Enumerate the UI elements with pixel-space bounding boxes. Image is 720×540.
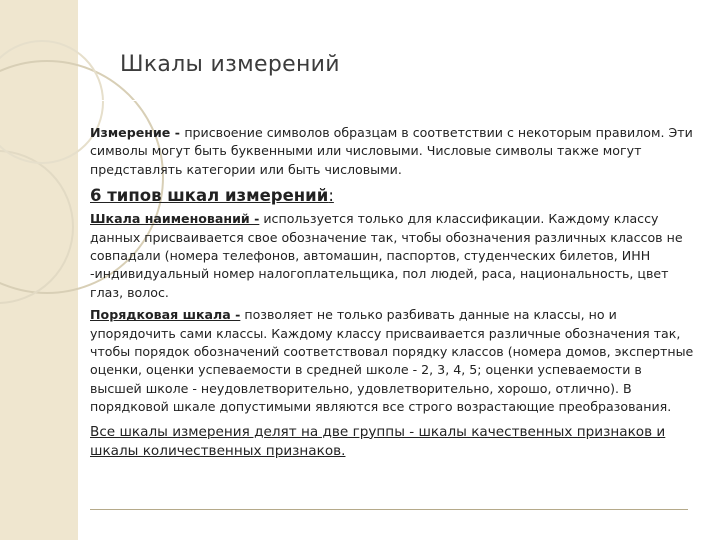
definition-paragraph <box>90 124 696 179</box>
types-heading-colon: : <box>328 186 334 206</box>
types-heading-text: 6 типов шкал измерений <box>90 186 329 206</box>
title-divider <box>86 100 693 101</box>
definition-dash: - <box>170 125 185 140</box>
ordinal-scale-text: позволяет не только разбивать данные на классы, но и упорядочить сами классы. Каждому классу присваивается различные обозначения так, чтобы порядок обозначений соответствовал порядку классов (номера домов, экспертные оценки, оценки успеваемости в средней школе - 2, 3, 4, 5; оценки успеваемости в высшей школе - неудовлетворительно, удовлетворительно, хорошо, отлично). В порядковой шкале допустимыми являются все строго возрастающие преобразования. <box>90 307 694 415</box>
definition-text: присвоение символов образцам в соответствии с некоторым правилом. Эти символы могут быть буквенными или числовыми. Числовые символы также могут представлять категории или быть числовыми. <box>90 125 693 177</box>
nominal-scale-label: Шкала наименований - <box>90 211 260 227</box>
slide-content <box>90 124 696 461</box>
bottom-rule <box>90 509 688 510</box>
slide-title: Шкалы измерений <box>120 52 340 77</box>
nominal-scale-paragraph <box>90 210 696 302</box>
ordinal-scale-paragraph <box>90 306 696 416</box>
ordinal-scale-label: Порядковая шкала - <box>90 307 241 323</box>
closing-statement: Все шкалы измерения делят на две группы - шкалы качественных признаков и шкалы количественных признаков. <box>90 423 666 459</box>
types-heading <box>90 184 696 208</box>
nominal-scale-text: используется только для классификации. Каждому классу данных присваивается свое обозначение так, чтобы обозначения различных классов не совпадали (номера телефонов, автомашин, паспортов, студенческих билетов, ИНН -индивидуальный номер налогоплательщика, пол людей, раса, национальность, цвет глаз, волос. <box>90 211 683 300</box>
definition-term: Измерение <box>90 125 171 140</box>
